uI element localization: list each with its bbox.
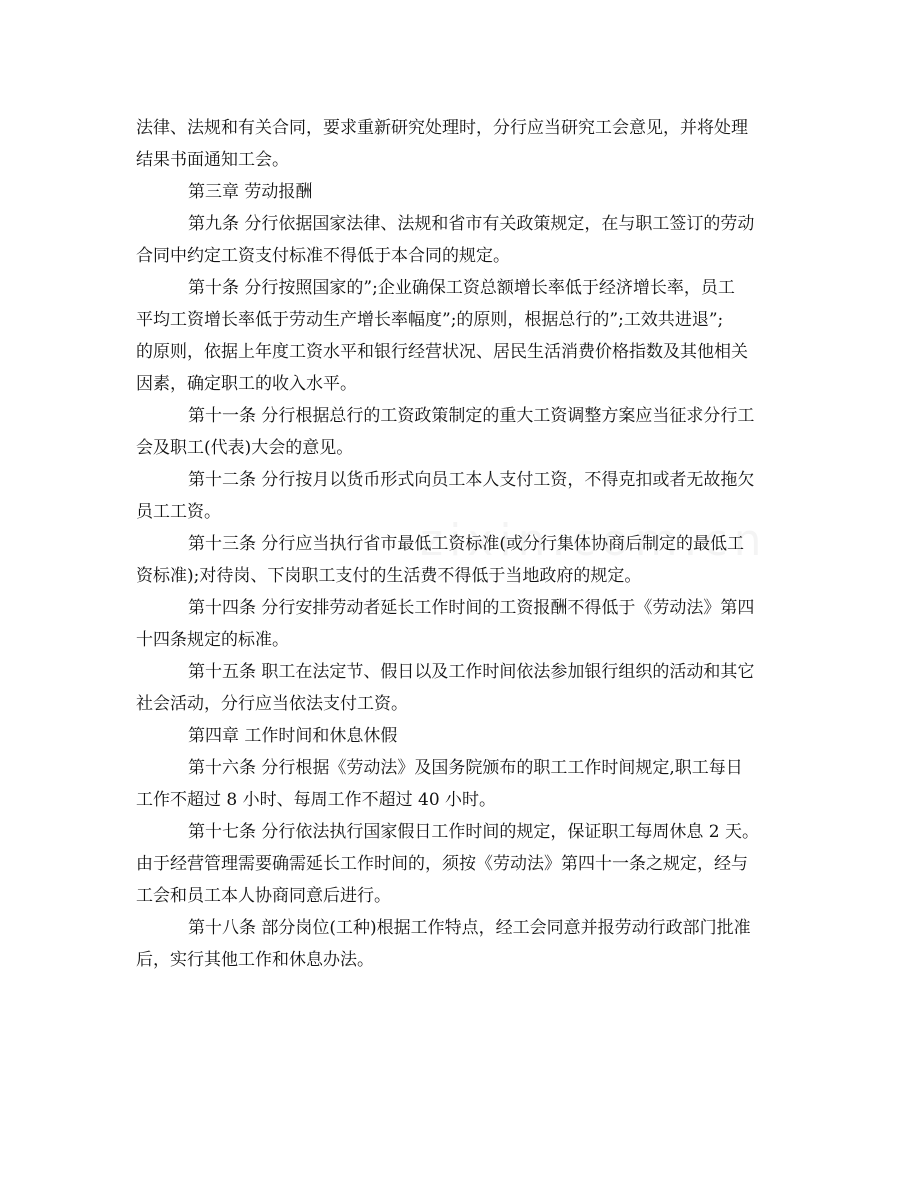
text-line: 资标准);对待岗、下岗职工支付的生活费不得低于当地政府的规定。 <box>136 566 642 586</box>
text-line: 第十四条 分行安排劳动者延长工作时间的工资报酬不得低于《劳动法》第四 <box>188 598 755 618</box>
text-line: 法律、法规和有关合同，要求重新研究处理时，分行应当研究工会意见，并将处理 <box>136 118 748 138</box>
paragraph <box>136 752 796 816</box>
text-line: 结果书面通知工会。 <box>136 150 289 170</box>
document-body <box>136 112 796 976</box>
text-line: 因素，确定职工的收入水平。 <box>136 374 357 394</box>
paragraph <box>136 816 796 912</box>
text-line: 第九条 分行依据国家法律、法规和省市有关政策规定，在与职工签订的劳动 <box>188 214 755 234</box>
paragraph <box>136 176 796 208</box>
paragraph <box>136 272 796 400</box>
text-line: 第十二条 分行按月以货币形式向员工本人支付工资，不得克扣或者无故拖欠 <box>188 470 755 490</box>
text-line: 第四章 工作时间和休息休假 <box>188 726 398 746</box>
paragraph <box>136 528 796 592</box>
text-line: 第十一条 分行根据总行的工资政策制定的重大工资调整方案应当征求分行工 <box>188 406 755 426</box>
text-line: 第十五条 职工在法定节、假日以及工作时间依法参加银行组织的活动和其它 <box>188 662 755 682</box>
text-line: 的原则，依据上年度工资水平和银行经营状况、居民生活消费价格指数及其他相关 <box>136 342 748 362</box>
text-line: 会及职工(代表)大会的意见。 <box>136 438 354 458</box>
text-line: 由于经营管理需要确需延长工作时间的，须按《劳动法》第四十一条之规定，经与 <box>136 854 748 874</box>
text-line: 第十六条 分行根据《劳动法》及国务院颁布的职工工作时间规定,职工每日 <box>188 758 743 778</box>
paragraph <box>136 208 796 272</box>
paragraph <box>136 720 796 752</box>
text-line: 工作不超过 8 小时、每周工作不超过 40 小时。 <box>136 790 497 810</box>
paragraph <box>136 400 796 464</box>
paragraph <box>136 592 796 656</box>
text-line: 第十七条 分行依法执行国家假日工作时间的规定，保证职工每周休息 2 天。 <box>188 822 760 842</box>
text-line: 十四条规定的标准。 <box>136 630 289 650</box>
text-line: 第三章 劳动报酬 <box>188 182 313 202</box>
text-line: 工会和员工本人协商同意后进行。 <box>136 886 391 906</box>
text-line: 第十三条 分行应当执行省市最低工资标准(或分行集体协商后制定的最低工 <box>188 534 745 554</box>
text-line: 合同中约定工资支付标准不得低于本合同的规定。 <box>136 246 510 266</box>
text-line: 第十八条 部分岗位(工种)根据工作特点，经工会同意并报劳动行政部门批准 <box>188 918 751 938</box>
paragraph <box>136 112 796 176</box>
text-line: 社会活动，分行应当依法支付工资。 <box>136 694 408 714</box>
text-line: 平均工资增长率低于劳动生产增长率幅度”;的原则，根据总行的”;工效共进退”; <box>136 310 724 330</box>
paragraph <box>136 656 796 720</box>
text-line: 第十条 分行按照国家的”;企业确保工资总额增长率低于经济增长率，员工 <box>188 278 735 298</box>
text-line: 后，实行其他工作和休息办法。 <box>136 950 374 970</box>
text-line: 员工工资。 <box>136 502 221 522</box>
paragraph <box>136 912 796 976</box>
paragraph <box>136 464 796 528</box>
